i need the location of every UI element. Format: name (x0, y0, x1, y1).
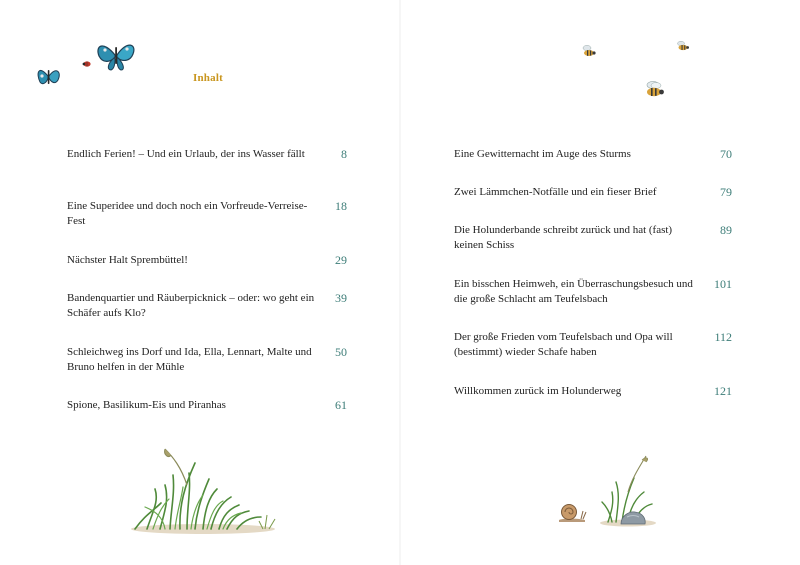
toc-entry[interactable] (67, 199, 347, 229)
toc-entry-page: 89 (720, 223, 732, 237)
toc-entry-title: Eine Gewitternacht im Auge des Sturms (454, 148, 631, 160)
toc-entry-page: 79 (720, 185, 732, 199)
toc-entry-title: Schleichweg ins Dorf und Ida, Ella, Lennart, Malte und Bruno helfen in der Mühle (67, 346, 312, 373)
toc-entry-title: Zwei Lämmchen-Notfälle und ein fieser Brief (454, 186, 657, 198)
bee-icon (642, 80, 668, 100)
toc-entry[interactable] (67, 398, 347, 413)
toc-entry[interactable] (454, 223, 732, 253)
toc-entry-page: 18 (335, 199, 347, 213)
toc-entry-title: Eine Superidee und doch noch ein Vorfreude-Verreise-Fest (67, 200, 308, 227)
toc-entry-page: 70 (720, 147, 732, 161)
toc-entry-title: Endlich Ferien! – Und ein Urlaub, der ins Wasser fällt (67, 148, 305, 160)
bee-icon (580, 44, 598, 58)
toc-entry-page: 39 (335, 291, 347, 305)
book-gutter (399, 0, 401, 565)
toc-entry-title: Spione, Basilikum-Eis und Piranhas (67, 399, 226, 411)
ladybug-icon (82, 60, 92, 68)
toc-entry-title: Die Holunderbande schreibt zurück und hat (fast) keinen Schiss (454, 224, 673, 251)
toc-entry-page: 29 (335, 253, 347, 267)
butterfly-icon (93, 38, 139, 72)
toc-entry[interactable] (67, 253, 347, 268)
stone-icon (619, 508, 647, 526)
toc-entry-title: Nächster Halt Sprembüttel! (67, 254, 188, 266)
toc-entry-title: Ein bisschen Heimweh, ein Überraschungsbesuch und die große Schlacht am Teufelsbach (454, 278, 693, 305)
toc-entry-page: 50 (335, 345, 347, 359)
toc-entry-title: Willkommen zurück im Holunderweg (454, 385, 622, 397)
toc-entry[interactable] (67, 147, 347, 162)
toc-entry[interactable] (67, 345, 347, 375)
toc-entry-page: 61 (335, 398, 347, 412)
toc-entry[interactable] (454, 384, 732, 399)
toc-entry-page: 8 (341, 147, 347, 161)
toc-entry-title: Bandenquartier und Räuberpicknick – oder: wo geht ein Schäfer aufs Klo? (67, 292, 315, 319)
page-title: Inhalt (193, 72, 223, 84)
toc-entry[interactable] (454, 185, 732, 200)
toc-entry[interactable] (454, 147, 732, 162)
toc-entry-page: 112 (714, 330, 732, 344)
grass-icon (125, 445, 280, 535)
snail-icon (557, 501, 587, 523)
toc-entry[interactable] (67, 291, 347, 321)
toc-entry[interactable] (454, 330, 732, 360)
toc-entry-title: Der große Frieden vom Teufelsbach und Opa will (bestimmt) wieder Schafe haben (454, 331, 673, 358)
toc-entry-page: 101 (714, 277, 732, 291)
bee-icon (675, 40, 691, 52)
toc-entry-page: 121 (714, 384, 732, 398)
toc-entry[interactable] (454, 277, 732, 307)
butterfly-icon (34, 60, 64, 92)
